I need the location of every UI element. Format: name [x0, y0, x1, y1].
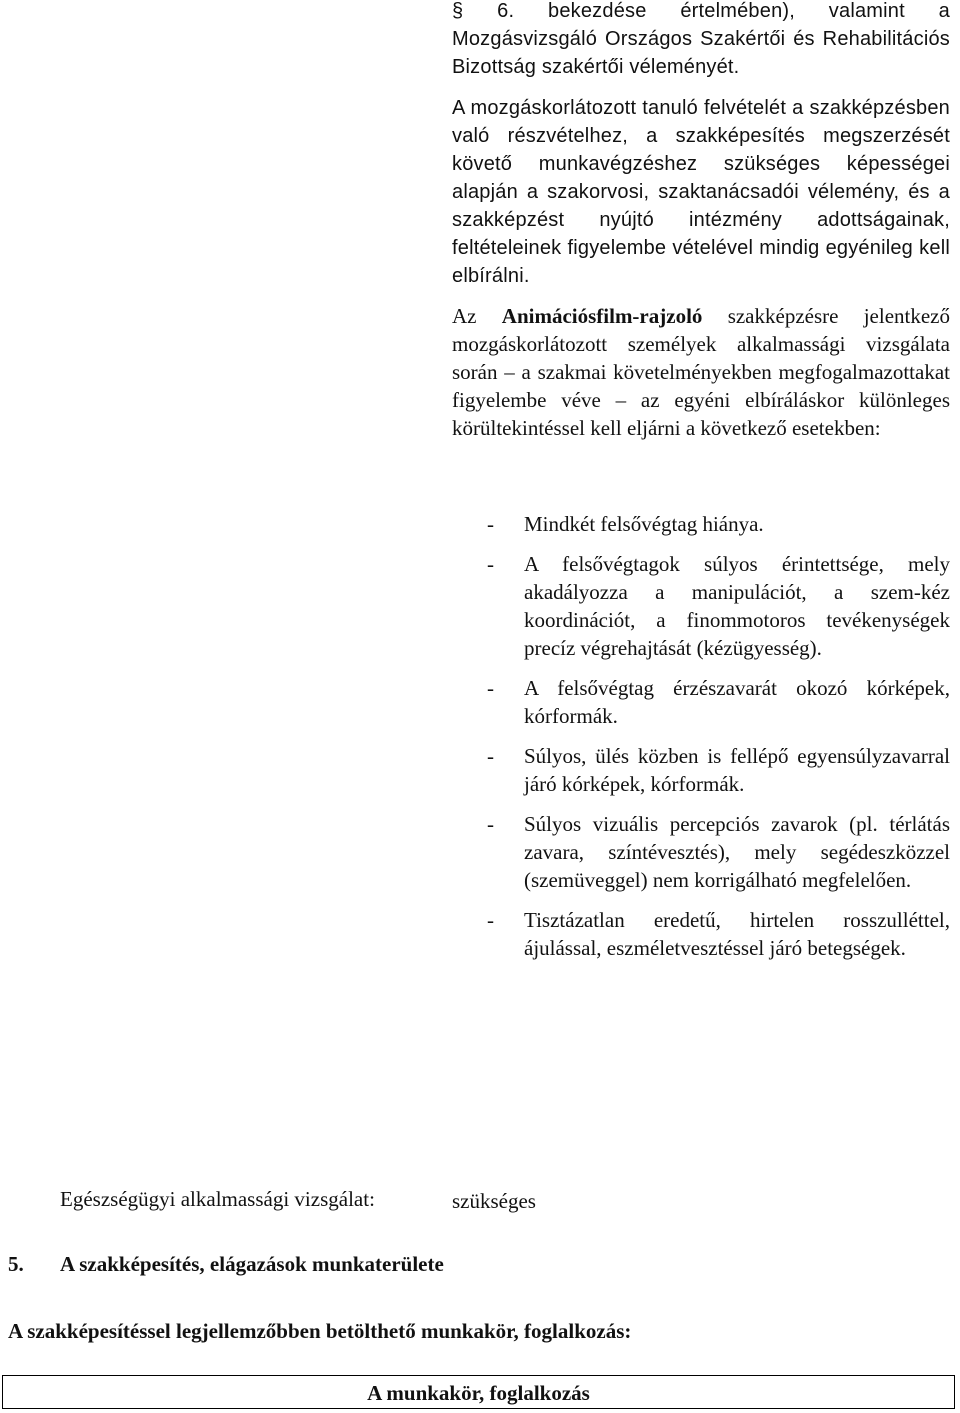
list-item-text: A felsővégtag érzészavarát okozó kórképek, kórformák. [524, 676, 950, 728]
assessment-paragraph [452, 302, 950, 442]
section-5-number: 5. [8, 1252, 24, 1276]
list-item-text: Súlyos vizuális percepciós zavarok (pl. térlátás zavara, színtévesztés), mely segédeszközzel (szemüveggel) nem korrigálható megfelelően. [524, 812, 950, 892]
list-item [452, 810, 950, 894]
jobs-heading: A szakképesítéssel legjellemzőbben betölthető munkakör, foglalkozás: [8, 1319, 632, 1343]
continuation-block [452, 0, 950, 81]
list-item [452, 906, 950, 962]
list-item [452, 674, 950, 730]
health-exam-value: szükséges [452, 1189, 536, 1213]
dash-bullet: - [487, 744, 494, 768]
dash-bullet: - [487, 908, 494, 932]
dash-bullet: - [487, 512, 494, 536]
job-table-header [2, 1375, 955, 1409]
dash-bullet: - [487, 676, 494, 700]
continuation-text: 6. bekezdése értelmében), valamint a Mozgásvizsgáló Országos Szakértői és Rehabilitációs Bizottság szakértői véleményét. [452, 0, 950, 78]
job-table-header-label: A munkakör, foglalkozás [367, 1381, 590, 1405]
intro-block [452, 94, 950, 290]
list-item [452, 550, 950, 662]
assessment-block [452, 302, 950, 442]
list-item-text: A felsővégtagok súlyos érintettsége, mely akadályozza a manipulációt, a szem-kéz koordinációt, a finommotoros tevékenységek precíz végrehajtását (kézügyesség). [524, 552, 950, 660]
dash-bullet: - [487, 812, 494, 836]
section-5-title: A szakképesítés, elágazások munkaterülete [60, 1252, 444, 1276]
list-item [452, 510, 950, 538]
profession-name: Animációsfilm-rajzoló [501, 304, 703, 328]
intro-paragraph: A mozgáskorlátozott tanuló felvételét a szakképzésben való részvételhez, a szakképesítés megszerzését követő munkavégzéshez szükséges képességei alapján a szakorvosi, szaktanácsadói vélemény, és a szakképzést nyújtó intézmény adottságainak, feltételeinek figyelembe vételével mindig egyénileg kell elbírálni. [452, 97, 950, 287]
list-item-text: Tisztázatlan eredetű, hirtelen rosszulléttel, ájulással, eszméletvesztéssel járó betegségek. [524, 908, 950, 960]
conditions-list-block [452, 510, 950, 962]
assessment-rest: szakképzésre jelentkező mozgáskorlátozott személyek alkalmassági vizsgálata során – a szakmai követelményekben megfogalmazottakat figyelembe véve – az egyéni elbíráláskor különleges körültekintéssel kell eljárni a következő esetekben: [452, 304, 951, 440]
list-item [452, 742, 950, 798]
list-item-text: Súlyos, ülés közben is fellépő egyensúlyzavarral járó kórképek, kórformák. [524, 744, 950, 796]
continuation-paragraph [452, 0, 950, 81]
health-exam-label: Egészségügyi alkalmassági vizsgálat: [60, 1187, 375, 1211]
conditions-list [452, 510, 950, 962]
assessment-prefix: Az [452, 304, 477, 328]
dash-bullet: - [487, 552, 494, 576]
list-item-text: Mindkét felsővégtag hiánya. [524, 512, 764, 536]
section-mark: § [452, 0, 464, 22]
